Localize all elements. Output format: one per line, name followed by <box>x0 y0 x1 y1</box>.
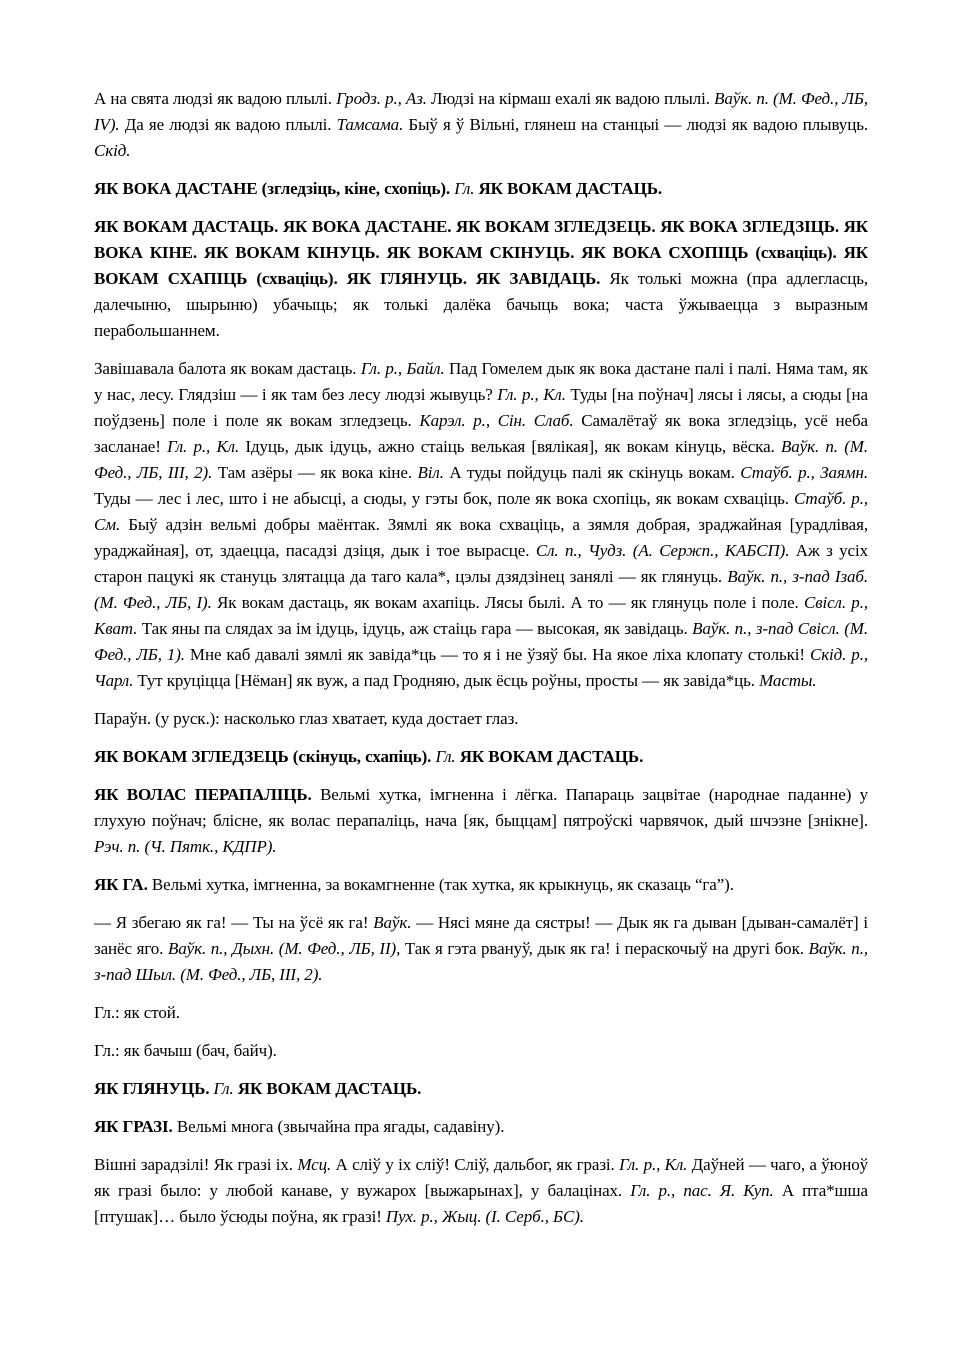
body-text: Як толькі можна (пра адлегласць, далечыню, шырыню) убачыць; як толькі далёка бачыць вока; часта ўжываецца з выразным перабольшаннем. <box>94 269 868 340</box>
body-text: Быў я ў Вільні, глянеш на станцыі — людзі як вадою плывуць. <box>403 115 868 134</box>
source-citation: Ваўк. п. (М. Фед., ЛБ, III, 2). <box>94 437 868 482</box>
headword-text: ЯК ГЛЯНУЦЬ. <box>94 1079 214 1098</box>
body-text: Даўней — чаго, а ўюноў як гразі было: у любой канаве, у вужарох [выжарынах], у балацінах. <box>94 1155 868 1200</box>
source-citation: Ваўк. п., з-пад Свісл. (М. Фед., ЛБ, 1). <box>94 619 868 664</box>
headword-text: ЯК ВОКА ДАСТАНЕ (згледзіць, кіне, схопіць). <box>94 179 455 198</box>
body-text: Вельмі многа (звычайна пра ягады, садавіну). <box>176 1117 505 1136</box>
source-citation: Свісл. р., Кват. <box>94 593 868 638</box>
source-citation: Гл. р., Кл. <box>167 437 240 456</box>
body-text: Быў адзін вельмі добры маёнтак. Зямлі як вока схваціць, а зямля добрая, зраджайная [урадлівая, ураджайная], от, здаецца, пасадзі дзіця, дык і тое вырасце. <box>94 515 868 560</box>
entry-yak-hlyanuc-reference <box>94 1076 868 1102</box>
entry-yak-ha-headword <box>94 872 868 898</box>
headword-text: ЯК ГРАЗІ. <box>94 1117 177 1136</box>
body-text: Да яе людзі як вадою плылі. <box>119 115 337 134</box>
headword-text: ЯК ГА. <box>94 875 152 894</box>
body-text: Людзі на кірмаш ехалі як вадою плылі. <box>426 89 715 108</box>
source-citation: Ваўк. п., Дыхн. (М. Фед., ЛБ, II), <box>167 939 401 958</box>
source-citation: Гл. р., пас. Я. Куп. <box>630 1181 774 1200</box>
body-text: Вельмі хутка, імгненна, за вокамгненне (так хутка, як крыкнуць, як сказаць “га”). <box>151 875 734 894</box>
source-citation: Гл. р., Байл. <box>360 359 445 378</box>
source-citation: Ваўк. <box>373 913 412 932</box>
source-citation: Стаўб. р., См. <box>94 489 868 534</box>
source-citation: Карэл. р., Сін. Слаб. <box>419 411 574 430</box>
body-text: Завішавала балота як вокам дастаць. <box>94 359 361 378</box>
body-text: Вішні зарадзілі! Як гразі іх. <box>94 1155 298 1174</box>
body-text: Так яны па слядах за ім ідуць, ідуць, аж стаіць гара — высокая, як завідаць. <box>137 619 693 638</box>
source-citation: Гл. <box>213 1079 238 1098</box>
headword-text: ЯК ВОКАМ ДАСТАЦЬ. <box>478 179 662 198</box>
entry-yak-ha-examples <box>94 910 868 988</box>
entry-yak-volas-perapalic <box>94 782 868 860</box>
page-content <box>94 86 868 1230</box>
source-citation: Пух. р., Жыц. (І. Серб., БС). <box>385 1207 584 1226</box>
entry-yak-hrazi-headword <box>94 1114 868 1140</box>
source-citation: Скід. <box>94 141 131 160</box>
entry-yak-vokam-dastac-examples <box>94 356 868 694</box>
entry-yak-vokam-zgledzec-reference <box>94 744 868 770</box>
body-text: — Нясі мяне да сястры! — Дык як га дыван [дыван-самалёт] і занёс яго. <box>94 913 868 958</box>
body-text: Гл.: як бачыш (бач, байч). <box>94 1041 277 1060</box>
headword-text: ЯК ВОКАМ ДАСТАЦЬ. <box>459 747 644 766</box>
entry-yak-hrazi-examples <box>94 1152 868 1230</box>
entry-comparison-russian <box>94 706 868 732</box>
source-citation: Гл. р., Кл. <box>497 385 566 404</box>
body-text: Гл.: як стой. <box>94 1003 180 1022</box>
body-text: Аж з усіх старон пацукі як стануць злятацца да таго кала*, цэлы дзядзінец занялі — як глянуць. <box>94 541 868 586</box>
headword-text: ЯК ВОЛАС ПЕРАПАЛІЦЬ. <box>94 785 321 804</box>
body-text: А на свята людзі як вадою плылі. <box>94 89 337 108</box>
source-citation: Масты. <box>759 671 817 690</box>
source-citation: Рэч. п. (Ч. Пятк., КДПР). <box>94 837 277 856</box>
body-text: Параўн. (у руск.): насколько глаз хватает, куда достает глаз. <box>94 709 519 728</box>
body-text: Мне каб давалі зямлі як завіда*ць — то я і не ўзяў бы. На якое ліха клопату столькі! <box>184 645 810 664</box>
source-citation: Стаўб. р., Заямн. <box>740 463 868 482</box>
body-text: А сліў у іх сліў! Сліў, дальбог, як гразі. <box>331 1155 620 1174</box>
entry-see-yak-stoy <box>94 1000 868 1026</box>
body-text: Вельмі хутка, імгненна і лёгка. Папараць зацвітае (народнае паданне) у глухую поўнач; блісне, як волас перапаліць, нача [як, быццам] пятроўскі чарвячок, дый шчэзне [знікне]. <box>94 785 868 830</box>
source-citation: Ваўк. п. (М. Фед., ЛБ, IV). <box>94 89 869 134</box>
body-text: Так я гэта рвануў, дык як га! і пераскочыў на другі бок. <box>400 939 809 958</box>
entry-yak-vokam-dastac-headword <box>94 214 868 344</box>
body-text: Як вокам дастаць, як вокам ахапіць. Лясы былі. А то — як глянуць поле і поле. <box>211 593 804 612</box>
body-text: — Я збегаю як га! — Ты на ўсё як га! <box>94 913 374 932</box>
headword-text: ЯК ВОКАМ ДАСТАЦЬ. <box>237 1079 422 1098</box>
source-citation: Сл. п., Чудз. (А. Сержп., КАБСП). <box>535 541 790 560</box>
entry-see-yak-bachysh <box>94 1038 868 1064</box>
body-text: Пад Гомелем дык як вока дастане палі і палі. Няма там, як у нас, лесу. Глядзіш — і як там без лесу людзі жывуць? <box>94 359 868 404</box>
source-citation: Гл. <box>454 179 479 198</box>
source-citation: Мсц. <box>297 1155 332 1174</box>
source-citation: Віл. <box>417 463 444 482</box>
body-text: Самалётаў як вока згледзіць, усё неба засланае! <box>94 411 868 456</box>
source-citation: Тамсама. <box>336 115 404 134</box>
headword-text: ЯК ВОКАМ ДАСТАЦЬ. ЯК ВОКА ДАСТАНЕ. ЯК ВОКАМ ЗГЛЕДЗЕЦЬ. ЯК ВОКА ЗГЛЕДЗІЦЬ. ЯК ВОКА КІНЕ. ЯК ВОКАМ КІНУЦЬ. ЯК ВОКАМ СКІНУЦЬ. ЯК ВОКА СХОПІЦЬ (схваціць). ЯК ВОКАМ СХАПІЦЬ (схваціць). ЯК ГЛЯНУЦЬ. ЯК ЗАВІДАЦЬ. <box>94 217 868 288</box>
body-text: А туды пойдуць палі як скінуць вокам. <box>443 463 741 482</box>
entry-yak-voka-dastane-reference <box>94 176 868 202</box>
body-text: Туды [на поўнач] лясы і лясы, а сюды [на поўдзень] поле і поле як вокам згледзець. <box>94 385 868 430</box>
body-text: Там азёры — як вока кіне. <box>212 463 418 482</box>
source-citation: Гродз. р., Аз. <box>336 89 427 108</box>
body-text: Тут круціцца [Нёман] як вуж, а пад Гродняю, дык ёсць роўны, просты — як завіда*ць. <box>133 671 760 690</box>
body-text: Ідуць, дык ідуць, ажно стаіць велькая [вялікая], як вокам кінуць, вёска. <box>239 437 781 456</box>
source-citation: Гл. р., Кл. <box>619 1155 688 1174</box>
headword-text: ЯК ВОКАМ ЗГЛЕДЗЕЦЬ (скінуць, схапіць). <box>94 747 436 766</box>
source-citation: Скід. р., Чарл. <box>94 645 868 690</box>
source-citation: Ваўк. п., з-пад Шыл. (М. Фед., ЛБ, III, 2). <box>94 939 869 984</box>
source-citation: Ваўк. п., з-пад Ізаб. (М. Фед., ЛБ, I). <box>94 567 869 612</box>
source-citation: Гл. <box>435 747 460 766</box>
entry-continuation-yak-vadoyu <box>94 86 868 164</box>
body-text: А пта*шша [птушак]… было ўсюды поўна, як гразі! <box>94 1181 868 1226</box>
body-text: Туды — лес і лес, што і не абысці, а сюды, у гэты бок, поле як вока схопіць, як вокам схваціць. <box>94 489 794 508</box>
